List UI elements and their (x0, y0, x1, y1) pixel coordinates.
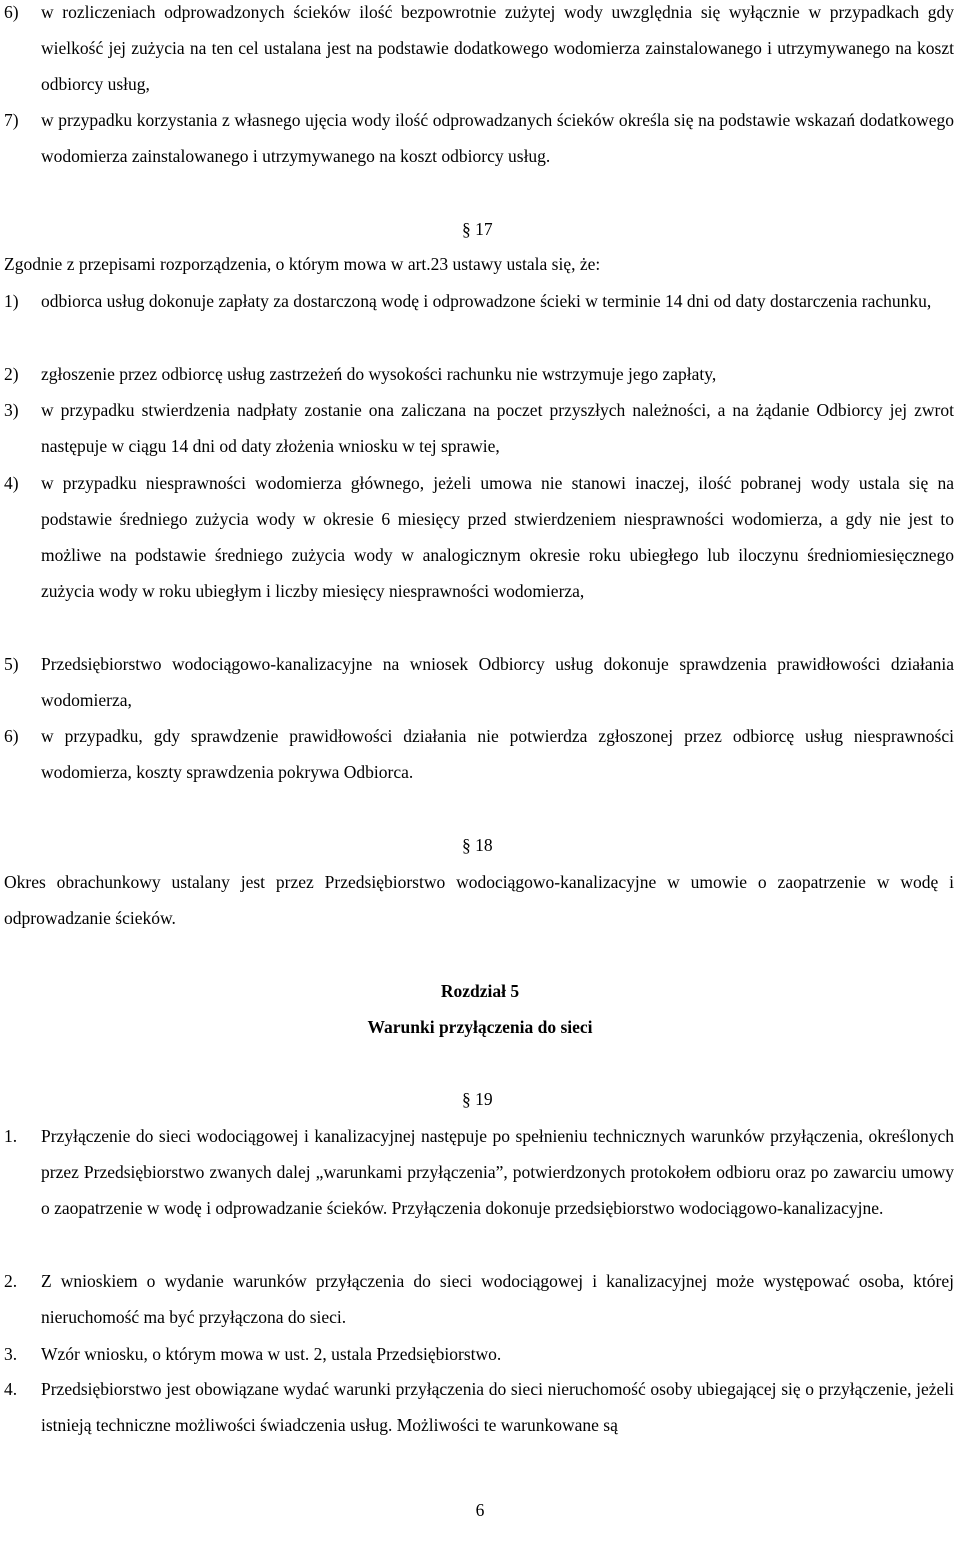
item-text: Przedsiębiorstwo wodociągowo-kanalizacyjne na wniosek Odbiorcy usług dokonuje sprawdzenia prawidłowości działania wodomierza, (41, 654, 954, 710)
chapter-title: Warunki przyłączenia do sieci (367, 1017, 593, 1037)
item-text: w rozliczeniach odprowadzonych ścieków ilość bezpowrotnie zużytej wody uwzględnia się wyłącznie w przypadkach gdy wielkość jej zużycia na ten cel ustalana jest na podstawie dodatkowego wodomierza zainstalowanego i utrzymywanego na koszt odbiorcy usług, (41, 2, 954, 94)
list-item (4, 465, 954, 609)
item-text: w przypadku stwierdzenia nadpłaty zostanie ona zaliczana na poczet przyszłych należności, a na żądanie Odbiorcy jej zwrot następuje w ciągu 14 dni od daty złożenia wniosku w tej sprawie, (41, 400, 954, 456)
list-item (4, 102, 954, 174)
list-item (4, 1263, 954, 1335)
item-number: 4) (4, 473, 19, 493)
item-text: Przedsiębiorstwo jest obowiązane wydać warunki przyłączenia do sieci nieruchomość osoby ubiegającej się o przyłączenie, jeżeli istnieją techniczne możliwości świadczenia usług. Możliwości te warunkowane są (41, 1379, 954, 1435)
item-text: w przypadku, gdy sprawdzenie prawidłowości działania nie potwierdza zgłoszonej przez odbiorcę usług niesprawności wodomierza, koszty sprawdzenia pokrywa Odbiorca. (41, 726, 954, 782)
page-number: 6 (475, 1500, 485, 1520)
item-number: 2. (4, 1271, 18, 1291)
item-text: Przyłączenie do sieci wodociągowej i kanalizacyjnej następuje po spełnieniu technicznych warunków przyłączenia, określonych przez Przedsiębiorstwo zwanych dalej „warunkami przyłączenia”, potwierdzonych protokołem odbioru oraz po zawarciu umowy o zaopatrzenie w wodę i odprowadzanie ścieków. Przyłączenia dokonuje przedsiębiorstwo wodociągowo-kanalizacyjne. (41, 1126, 954, 1218)
item-text: zgłoszenie przez odbiorcę usług zastrzeżeń do wysokości rachunku nie wstrzymuje jego zapłaty, (41, 364, 717, 384)
section-heading: § 19 (462, 1089, 493, 1109)
section-heading: § 18 (462, 835, 493, 855)
list-item (4, 356, 954, 392)
list-item (4, 1118, 954, 1226)
chapter-label: Rozdział 5 (440, 981, 520, 1001)
section-heading: § 17 (462, 219, 493, 239)
item-text: w przypadku niesprawności wodomierza głównego, jeżeli umowa nie stanowi inaczej, ilość pobranej wody ustala się na podstawie średniego zużycia wody w okresie 6 miesięcy przed stwierdzeniem niesprawności wodomierza, a gdy nie jest to możliwe na podstawie średniego zużycia wody w analogicznym okresie roku ubiegłego lub iloczynu średniomiesięcznego zużycia wody w roku ubiegłym i liczby miesięcy niesprawności wodomierza, (41, 473, 954, 601)
section-intro: Zgodnie z przepisami rozporządzenia, o którym mowa w art.23 ustawy ustala się, że: (4, 254, 601, 274)
item-number: 1) (4, 291, 19, 311)
item-text: w przypadku korzystania z własnego ujęcia wody ilość odprowadzanych ścieków określa się na podstawie wskazań dodatkowego wodomierza zainstalowanego i utrzymywanego na koszt odbiorcy usług. (41, 110, 954, 166)
item-text: Z wnioskiem o wydanie warunków przyłączenia do sieci wodociągowej i kanalizacyjnej może występować osoba, której nieruchomość ma być przyłączona do sieci. (41, 1271, 954, 1327)
item-number: 3. (4, 1344, 18, 1364)
item-number: 6) (4, 2, 19, 22)
list-item (4, 1336, 954, 1372)
list-item (4, 392, 954, 464)
list-item (4, 1371, 954, 1443)
list-item (4, 0, 954, 102)
item-text: odbiorca usług dokonuje zapłaty za dostarczoną wodę i odprowadzone ścieki w terminie 14 dni od daty dostarczenia rachunku, (41, 291, 932, 311)
section-text: Okres obrachunkowy ustalany jest przez Przedsiębiorstwo wodociągowo-kanalizacyjne w umowie o zaopatrzenie w wodę i odprowadzanie ścieków. (4, 872, 954, 928)
list-item (4, 283, 954, 319)
item-number: 3) (4, 400, 19, 420)
list-item (4, 718, 954, 790)
item-number: 1. (4, 1126, 18, 1146)
item-number: 5) (4, 654, 19, 674)
item-number: 7) (4, 110, 19, 130)
item-number: 6) (4, 726, 19, 746)
item-number: 2) (4, 364, 19, 384)
list-item (4, 646, 954, 718)
item-number: 4. (4, 1379, 18, 1399)
item-text: Wzór wniosku, o którym mowa w ust. 2, ustala Przedsiębiorstwo. (41, 1344, 502, 1364)
